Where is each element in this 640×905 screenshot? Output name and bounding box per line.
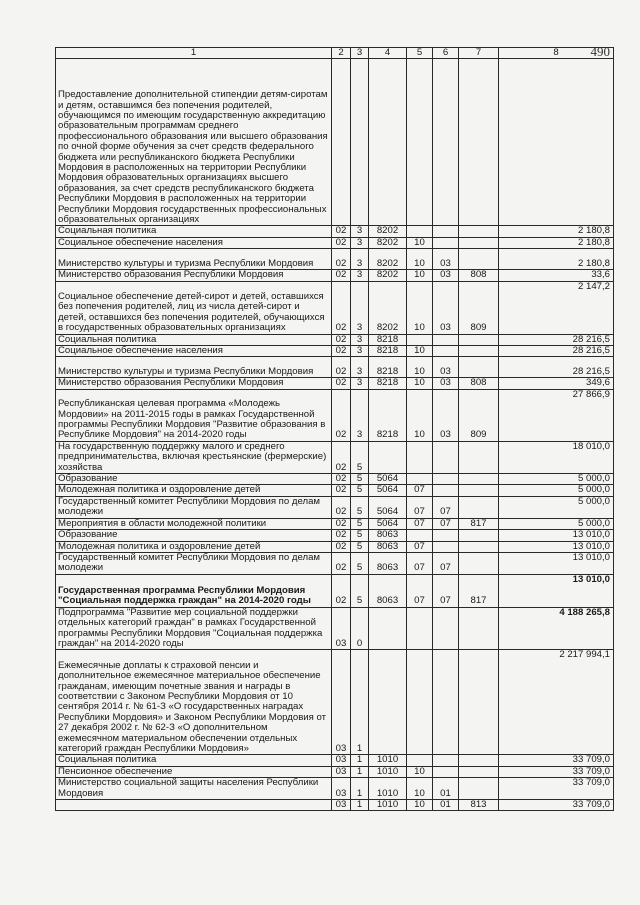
code-subsection: 07 [433, 552, 459, 574]
code-subsection: 03 [433, 389, 459, 441]
code-subsection [433, 607, 459, 650]
code-subsection [433, 226, 459, 237]
code-subprogram: 3 [351, 270, 369, 281]
row-amount: 2 147,2 [499, 281, 614, 334]
code-program: 03 [332, 766, 351, 777]
code-subsection: 07 [433, 496, 459, 518]
code-section: 07 [407, 541, 433, 552]
code-section: 10 [407, 281, 433, 334]
code-ministry [459, 541, 499, 552]
code-section [407, 474, 433, 485]
code-target: 8218 [369, 357, 407, 378]
row-description: Социальная политика [56, 226, 332, 237]
code-ministry: 808 [459, 270, 499, 281]
row-amount: 33 709,0 [499, 799, 614, 810]
table-row [56, 552, 614, 574]
col-header: 1 [56, 48, 332, 59]
row-amount: 5 000,0 [499, 496, 614, 518]
code-subsection: 01 [433, 778, 459, 800]
row-description: На государственную поддержку малого и среднего предпринимательства, включая крестьянские (фермерские) хозяйства [56, 441, 332, 473]
code-section: 10 [407, 799, 433, 810]
code-ministry: 817 [459, 574, 499, 607]
code-ministry: 809 [459, 281, 499, 334]
code-ministry [459, 552, 499, 574]
code-target: 8202 [369, 281, 407, 334]
header-row [56, 48, 614, 59]
table-row [56, 226, 614, 237]
code-ministry [459, 249, 499, 270]
code-section [407, 59, 433, 226]
code-program: 02 [332, 237, 351, 248]
col-header: 3 [351, 48, 369, 59]
row-description [56, 799, 332, 810]
code-ministry [459, 441, 499, 473]
code-program: 02 [332, 530, 351, 541]
code-target: 5064 [369, 485, 407, 496]
row-amount: 2 180,8 [499, 237, 614, 248]
row-description: Социальное обеспечение населения [56, 346, 332, 357]
code-program: 03 [332, 778, 351, 800]
table-row [56, 650, 614, 755]
code-subprogram: 5 [351, 474, 369, 485]
code-section [407, 441, 433, 473]
code-program: 02 [332, 389, 351, 441]
row-amount: 5 000,0 [499, 485, 614, 496]
row-amount: 33,6 [499, 270, 614, 281]
row-amount: 28 216,5 [499, 334, 614, 345]
code-subsection: 03 [433, 270, 459, 281]
code-section: 10 [407, 357, 433, 378]
code-subsection [433, 334, 459, 345]
code-section: 10 [407, 346, 433, 357]
col-header: 4 [369, 48, 407, 59]
code-subprogram: 3 [351, 357, 369, 378]
code-program: 02 [332, 346, 351, 357]
code-subprogram: 1 [351, 766, 369, 777]
row-amount: 33 709,0 [499, 778, 614, 800]
page-number: 490 [590, 44, 610, 59]
code-ministry [459, 496, 499, 518]
table-row [56, 357, 614, 378]
code-target: 8202 [369, 270, 407, 281]
row-description: Пенсионное обеспечение [56, 766, 332, 777]
code-ministry [459, 237, 499, 248]
table-row [56, 778, 614, 800]
code-program: 03 [332, 607, 351, 650]
row-description: Социальная политика [56, 334, 332, 345]
table-row [56, 281, 614, 334]
code-target: 8218 [369, 346, 407, 357]
row-amount: 5 000,0 [499, 474, 614, 485]
row-description: Государственный комитет Республики Мордовия по делам молодежи [56, 496, 332, 518]
table-row [56, 441, 614, 473]
code-subsection [433, 541, 459, 552]
table-row [56, 378, 614, 389]
code-subprogram: 3 [351, 378, 369, 389]
code-program: 02 [332, 249, 351, 270]
code-section: 07 [407, 574, 433, 607]
row-description: Социальная политика [56, 755, 332, 766]
code-subprogram: 3 [351, 237, 369, 248]
code-subprogram: 1 [351, 799, 369, 810]
row-amount: 13 010,0 [499, 541, 614, 552]
code-program: 02 [332, 378, 351, 389]
row-amount [499, 59, 614, 226]
code-subprogram: 3 [351, 226, 369, 237]
code-section: 10 [407, 766, 433, 777]
code-program: 02 [332, 518, 351, 529]
code-program: 03 [332, 755, 351, 766]
row-amount: 33 709,0 [499, 755, 614, 766]
code-target [369, 650, 407, 755]
code-program: 02 [332, 334, 351, 345]
code-target: 1010 [369, 766, 407, 777]
code-subprogram: 1 [351, 755, 369, 766]
code-subprogram: 5 [351, 530, 369, 541]
col-header: 8 [499, 48, 614, 59]
code-program: 02 [332, 270, 351, 281]
code-subprogram: 5 [351, 518, 369, 529]
code-section: 07 [407, 496, 433, 518]
row-amount: 2 180,8 [499, 226, 614, 237]
code-section: 07 [407, 485, 433, 496]
table-row [56, 270, 614, 281]
row-description: Предоставление дополнительной стипендии детям-сиротам и детям, оставшимся без попечения родителей, обучающимся по имеющим государственную аккредитацию образовательным программам среднего профессионального образования или высшего образования по очной форме обучения за счет средств федерального бюджета или республиканского бюджета Республики Мордовия в расположенных на территории Республики Мордовия образовательных организациях высшего образования, за счет средств республиканского бюджета Республики Мордовия в расположенных на территории Республики Мордовия государственных профессиональных образовательных организациях [56, 59, 332, 226]
code-subprogram: 3 [351, 334, 369, 345]
code-target: 5064 [369, 496, 407, 518]
code-subprogram: 1 [351, 650, 369, 755]
code-section [407, 650, 433, 755]
table-row [56, 346, 614, 357]
code-subsection: 03 [433, 249, 459, 270]
code-subsection [433, 755, 459, 766]
code-ministry: 813 [459, 799, 499, 810]
code-subsection [433, 441, 459, 473]
col-header: 5 [407, 48, 433, 59]
code-program: 02 [332, 474, 351, 485]
row-amount: 33 709,0 [499, 766, 614, 777]
code-section [407, 226, 433, 237]
code-program: 02 [332, 357, 351, 378]
table-row [56, 59, 614, 226]
code-ministry [459, 346, 499, 357]
code-ministry [459, 530, 499, 541]
code-subprogram: 5 [351, 485, 369, 496]
code-program: 02 [332, 281, 351, 334]
col-header: 7 [459, 48, 499, 59]
row-description: Социальное обеспечение населения [56, 237, 332, 248]
code-subprogram [351, 59, 369, 226]
code-subsection [433, 346, 459, 357]
row-amount: 28 216,5 [499, 357, 614, 378]
code-program: 02 [332, 485, 351, 496]
code-target: 8202 [369, 249, 407, 270]
code-subprogram: 5 [351, 552, 369, 574]
code-subprogram: 5 [351, 541, 369, 552]
row-amount: 349,6 [499, 378, 614, 389]
code-target: 1010 [369, 755, 407, 766]
code-ministry [459, 59, 499, 226]
row-amount: 13 010,0 [499, 574, 614, 607]
code-ministry [459, 766, 499, 777]
row-description: Министерство образования Республики Мордовия [56, 270, 332, 281]
code-target: 5064 [369, 518, 407, 529]
code-section [407, 607, 433, 650]
row-description: Молодежная политика и оздоровление детей [56, 485, 332, 496]
row-amount: 13 010,0 [499, 530, 614, 541]
code-subsection [433, 474, 459, 485]
code-target: 8202 [369, 237, 407, 248]
table-row [56, 474, 614, 485]
code-ministry: 817 [459, 518, 499, 529]
code-subprogram: 5 [351, 441, 369, 473]
code-ministry [459, 474, 499, 485]
row-description: Министерство культуры и туризма Республики Мордовия [56, 357, 332, 378]
row-description: Молодежная политика и оздоровление детей [56, 541, 332, 552]
code-target: 8063 [369, 541, 407, 552]
code-ministry: 808 [459, 378, 499, 389]
table-row [56, 334, 614, 345]
code-section: 10 [407, 778, 433, 800]
code-subsection: 03 [433, 281, 459, 334]
code-ministry [459, 334, 499, 345]
table-row [56, 530, 614, 541]
code-subprogram: 0 [351, 607, 369, 650]
row-description: Подпрограмма "Развитие мер социальной поддержки отдельных категорий граждан" в рамках Государственной программы Республики Мордовия "Социальная поддержка граждан" на 2014-2020 годы [56, 607, 332, 650]
code-subsection: 01 [433, 799, 459, 810]
code-subsection [433, 530, 459, 541]
code-subsection: 03 [433, 378, 459, 389]
code-ministry [459, 755, 499, 766]
code-subprogram: 1 [351, 778, 369, 800]
code-target: 8063 [369, 574, 407, 607]
code-program: 02 [332, 541, 351, 552]
table-row [56, 799, 614, 810]
code-section: 10 [407, 249, 433, 270]
code-ministry [459, 778, 499, 800]
code-subprogram: 3 [351, 249, 369, 270]
row-description: Ежемесячные доплаты к страховой пенсии и дополнительное ежемесячное материальное обеспечение гражданам, имеющим почетные звания и награды в соответствии с Законом Республики Мордовия от 10 сентября 2014 г. № 61-З «О государственных наградах Республики Мордовия» и Законом Республики Мордовия от 27 декабря 2002 г. № 62-З «О дополнительном ежемесячном материальном обеспечении отдельных категорий граждан Республики Мордовия» [56, 650, 332, 755]
code-subsection [433, 650, 459, 755]
code-subprogram: 5 [351, 496, 369, 518]
row-amount: 4 188 265,8 [499, 607, 614, 650]
code-ministry [459, 650, 499, 755]
code-ministry [459, 485, 499, 496]
code-section [407, 334, 433, 345]
code-subsection [433, 766, 459, 777]
code-subsection [433, 485, 459, 496]
table-row [56, 485, 614, 496]
row-amount: 5 000,0 [499, 518, 614, 529]
code-target: 8063 [369, 530, 407, 541]
code-target [369, 607, 407, 650]
code-program: 02 [332, 226, 351, 237]
row-amount: 18 010,0 [499, 441, 614, 473]
code-ministry [459, 226, 499, 237]
row-description: Образование [56, 530, 332, 541]
row-description: Государственный комитет Республики Мордовия по делам молодежи [56, 552, 332, 574]
table-row [56, 496, 614, 518]
code-program: 02 [332, 574, 351, 607]
table-row [56, 518, 614, 529]
table-row [56, 541, 614, 552]
code-section: 10 [407, 270, 433, 281]
code-target [369, 59, 407, 226]
code-target: 8202 [369, 226, 407, 237]
col-header: 2 [332, 48, 351, 59]
table-row [56, 766, 614, 777]
row-description: Министерство образования Республики Мордовия [56, 378, 332, 389]
row-description: Министерство социальной защиты населения Республики Мордовия [56, 778, 332, 800]
code-program: 02 [332, 496, 351, 518]
code-section: 07 [407, 518, 433, 529]
table-row [56, 574, 614, 607]
code-target: 8063 [369, 552, 407, 574]
row-amount: 2 180,8 [499, 249, 614, 270]
code-section: 10 [407, 378, 433, 389]
table-row [56, 755, 614, 766]
row-description: Образование [56, 474, 332, 485]
code-ministry: 809 [459, 389, 499, 441]
table-row [56, 389, 614, 441]
code-subsection [433, 59, 459, 226]
row-amount: 2 217 994,1 [499, 650, 614, 755]
code-target: 8218 [369, 378, 407, 389]
code-subprogram: 5 [351, 574, 369, 607]
code-subsection: 07 [433, 574, 459, 607]
table-row [56, 249, 614, 270]
code-target: 1010 [369, 799, 407, 810]
code-section: 07 [407, 552, 433, 574]
code-section [407, 755, 433, 766]
code-subprogram: 3 [351, 389, 369, 441]
code-ministry [459, 357, 499, 378]
code-subsection [433, 237, 459, 248]
code-target: 5064 [369, 474, 407, 485]
code-target: 8218 [369, 389, 407, 441]
row-description: Мероприятия в области молодежной политики [56, 518, 332, 529]
code-subsection: 07 [433, 518, 459, 529]
code-subprogram: 3 [351, 346, 369, 357]
code-ministry [459, 607, 499, 650]
code-program [332, 59, 351, 226]
code-subsection: 03 [433, 357, 459, 378]
code-section [407, 530, 433, 541]
col-header: 6 [433, 48, 459, 59]
code-section: 10 [407, 389, 433, 441]
row-description: Республиканская целевая программа «Молодежь Мордовии» на 2011-2015 годы в рамках Государственной программы Республики Мордовия "Развитие образования в Республике Мордовия" на 2014-2020 годы [56, 389, 332, 441]
row-amount: 28 216,5 [499, 346, 614, 357]
code-program: 03 [332, 799, 351, 810]
budget-table [55, 47, 614, 811]
table-row [56, 237, 614, 248]
table-row [56, 607, 614, 650]
row-amount: 13 010,0 [499, 552, 614, 574]
code-section: 10 [407, 237, 433, 248]
code-program: 03 [332, 650, 351, 755]
code-target [369, 441, 407, 473]
row-description: Государственная программа Республики Мордовия "Социальная поддержка граждан" на 2014-2020 годы [56, 574, 332, 607]
row-description: Социальное обеспечение детей-сирот и детей, оставшихся без попечения родителей, лиц из числа детей-сирот и детей, оставшихся без попечения родителей, обучающихся в государственных образовательных организациях [56, 281, 332, 334]
code-target: 1010 [369, 778, 407, 800]
code-subprogram: 3 [351, 281, 369, 334]
code-program: 02 [332, 441, 351, 473]
code-program: 02 [332, 552, 351, 574]
row-amount: 27 866,9 [499, 389, 614, 441]
row-description: Министерство культуры и туризма Республики Мордовия [56, 249, 332, 270]
code-target: 8218 [369, 334, 407, 345]
